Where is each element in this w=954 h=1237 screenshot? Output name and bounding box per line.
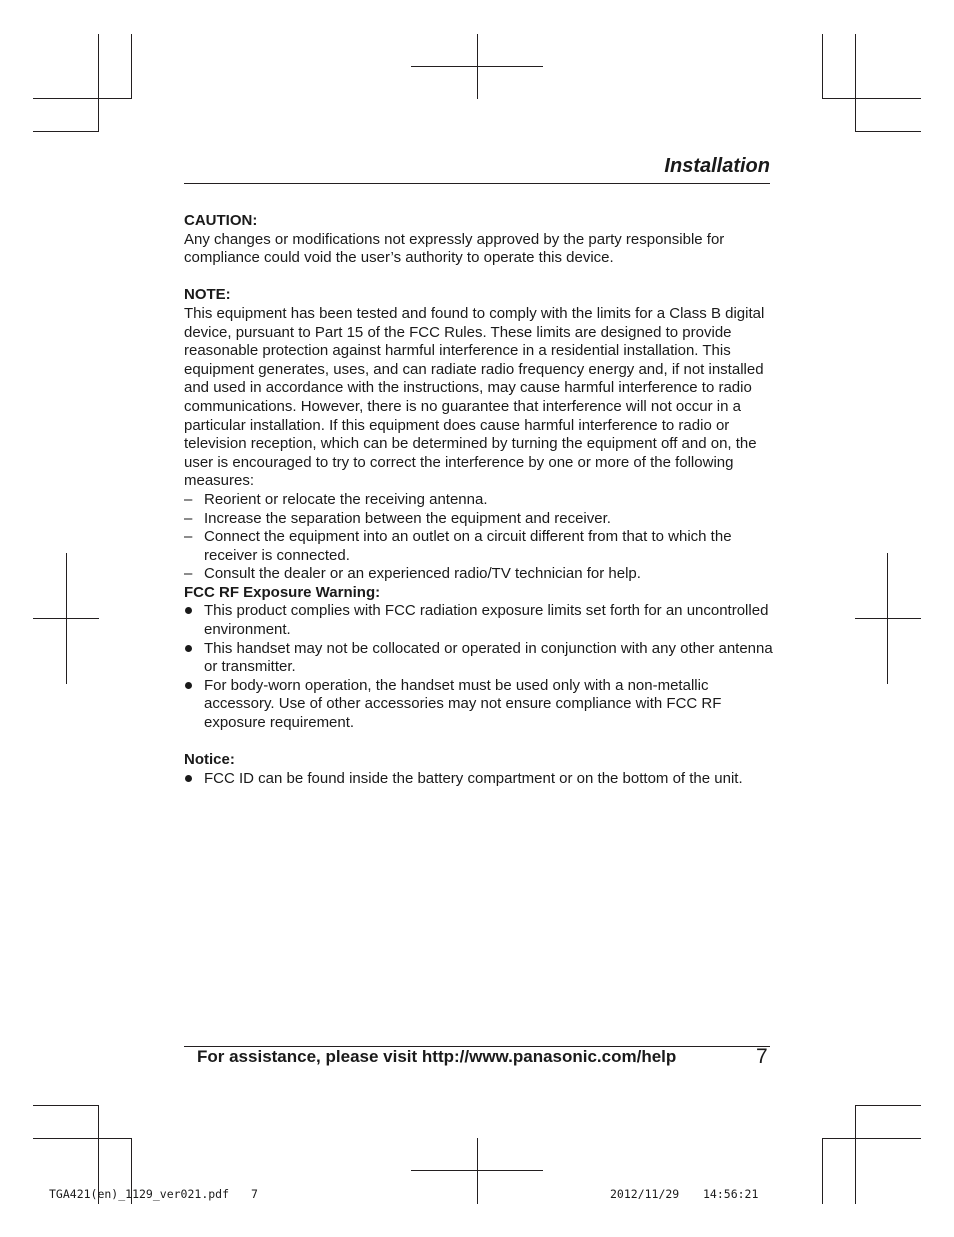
crop-mark bbox=[98, 34, 99, 132]
crop-mark bbox=[33, 1105, 99, 1106]
slug-time: 14:56:21 bbox=[703, 1187, 759, 1201]
crop-mark bbox=[855, 1105, 856, 1204]
dash-mark: – bbox=[184, 509, 193, 527]
list-item bbox=[184, 565, 774, 584]
notice-section bbox=[184, 751, 774, 788]
bullet-icon bbox=[185, 607, 192, 614]
list-item-text: Reorient or relocate the receiving antenna. bbox=[204, 490, 488, 508]
fcc-rf-heading: FCC RF Exposure Warning: bbox=[184, 583, 381, 601]
list-item-text: Consult the dealer or an experienced radio/TV technician for help. bbox=[204, 565, 641, 583]
crop-mark bbox=[477, 1138, 478, 1204]
measures-list bbox=[184, 491, 774, 584]
notice-heading: Notice: bbox=[184, 751, 235, 769]
note-section bbox=[184, 286, 774, 584]
dash-mark: – bbox=[184, 565, 193, 583]
caution-heading: CAUTION: bbox=[184, 212, 258, 229]
bullet-icon bbox=[185, 775, 192, 782]
bullet-icon bbox=[185, 682, 192, 689]
crop-mark bbox=[822, 34, 823, 99]
crop-mark bbox=[855, 1105, 921, 1106]
crop-mark bbox=[33, 131, 99, 132]
crop-mark bbox=[822, 1138, 823, 1204]
crop-mark bbox=[855, 131, 921, 132]
crop-mark bbox=[411, 66, 543, 67]
slug-page: 7 bbox=[251, 1187, 258, 1201]
list-item bbox=[184, 491, 774, 510]
list-item-text: This handset may not be collocated or operated in conjunction with any other antenna or transmitter. bbox=[204, 639, 773, 676]
list-item bbox=[184, 602, 774, 639]
spacer bbox=[184, 733, 774, 752]
list-item bbox=[184, 640, 774, 677]
list-item bbox=[184, 770, 774, 789]
list-item bbox=[184, 528, 774, 565]
bullet-icon bbox=[185, 645, 192, 652]
crop-mark bbox=[855, 618, 921, 619]
list-item-text: Connect the equipment into an outlet on a circuit different from that to which the receiver is connected. bbox=[204, 528, 732, 564]
crop-mark bbox=[33, 618, 99, 619]
caution-text: Any changes or modifications not expressly approved by the party responsible for compliance could void the user’s authority to operate this device. bbox=[184, 230, 725, 267]
crop-mark bbox=[855, 34, 856, 132]
crop-mark bbox=[822, 98, 921, 99]
list-item bbox=[184, 510, 774, 529]
dash-mark: – bbox=[184, 528, 193, 546]
crop-mark bbox=[33, 98, 131, 99]
list-item-text: For body-worn operation, the handset must be used only with a non-metallic accessory. Use of other accessories may not ensure compliance with FCC RF exposure requirement. bbox=[204, 676, 722, 732]
note-text: This equipment has been tested and found to comply with the limits for a Class B digital device, pursuant to Part 15 of the FCC Rules. These limits are designed to provide reasonable protection against harmful interference in a residential installation. This equipment generates, uses, and can radiate radio frequency energy and, if not installed and used in accordance with the instructions, may cause harmful interference to radio communications. However, there is no guarantee that interference will not occur in a particular installation. If this equipment does cause harmful interference to radio or television reception, which can be determined by turning the equipment off and on, the user is encouraged to try to correct the interference by one or more of the following measures: bbox=[184, 304, 765, 490]
crop-mark bbox=[131, 34, 132, 99]
note-heading: NOTE: bbox=[184, 286, 231, 304]
assistance-footer: For assistance, please visit http://www.panasonic.com/help bbox=[197, 1047, 677, 1066]
slug-date: 2012/11/29 bbox=[610, 1187, 680, 1201]
page-content bbox=[184, 212, 774, 788]
list-item-text: FCC ID can be found inside the battery compartment or on the bottom of the unit. bbox=[204, 769, 743, 787]
fcc-rf-section bbox=[184, 584, 774, 733]
slug-file: TGA421(en)_1129_ver021.pdf bbox=[49, 1187, 230, 1201]
dash-mark: – bbox=[184, 490, 193, 508]
crop-mark bbox=[822, 1138, 921, 1139]
page-number: 7 bbox=[756, 1045, 768, 1068]
crop-mark bbox=[411, 1170, 543, 1171]
list-item-text: Increase the separation between the equipment and receiver. bbox=[204, 509, 611, 527]
spacer bbox=[184, 268, 774, 287]
list-item-text: This product complies with FCC radiation exposure limits set forth for an uncontrolled environment. bbox=[204, 602, 769, 639]
fcc-rf-list bbox=[184, 602, 774, 732]
notice-list bbox=[184, 770, 774, 789]
section-title: Installation bbox=[664, 155, 770, 177]
caution-section bbox=[184, 212, 774, 268]
header-rule bbox=[184, 183, 770, 184]
list-item bbox=[184, 677, 774, 733]
crop-mark bbox=[33, 1138, 131, 1139]
